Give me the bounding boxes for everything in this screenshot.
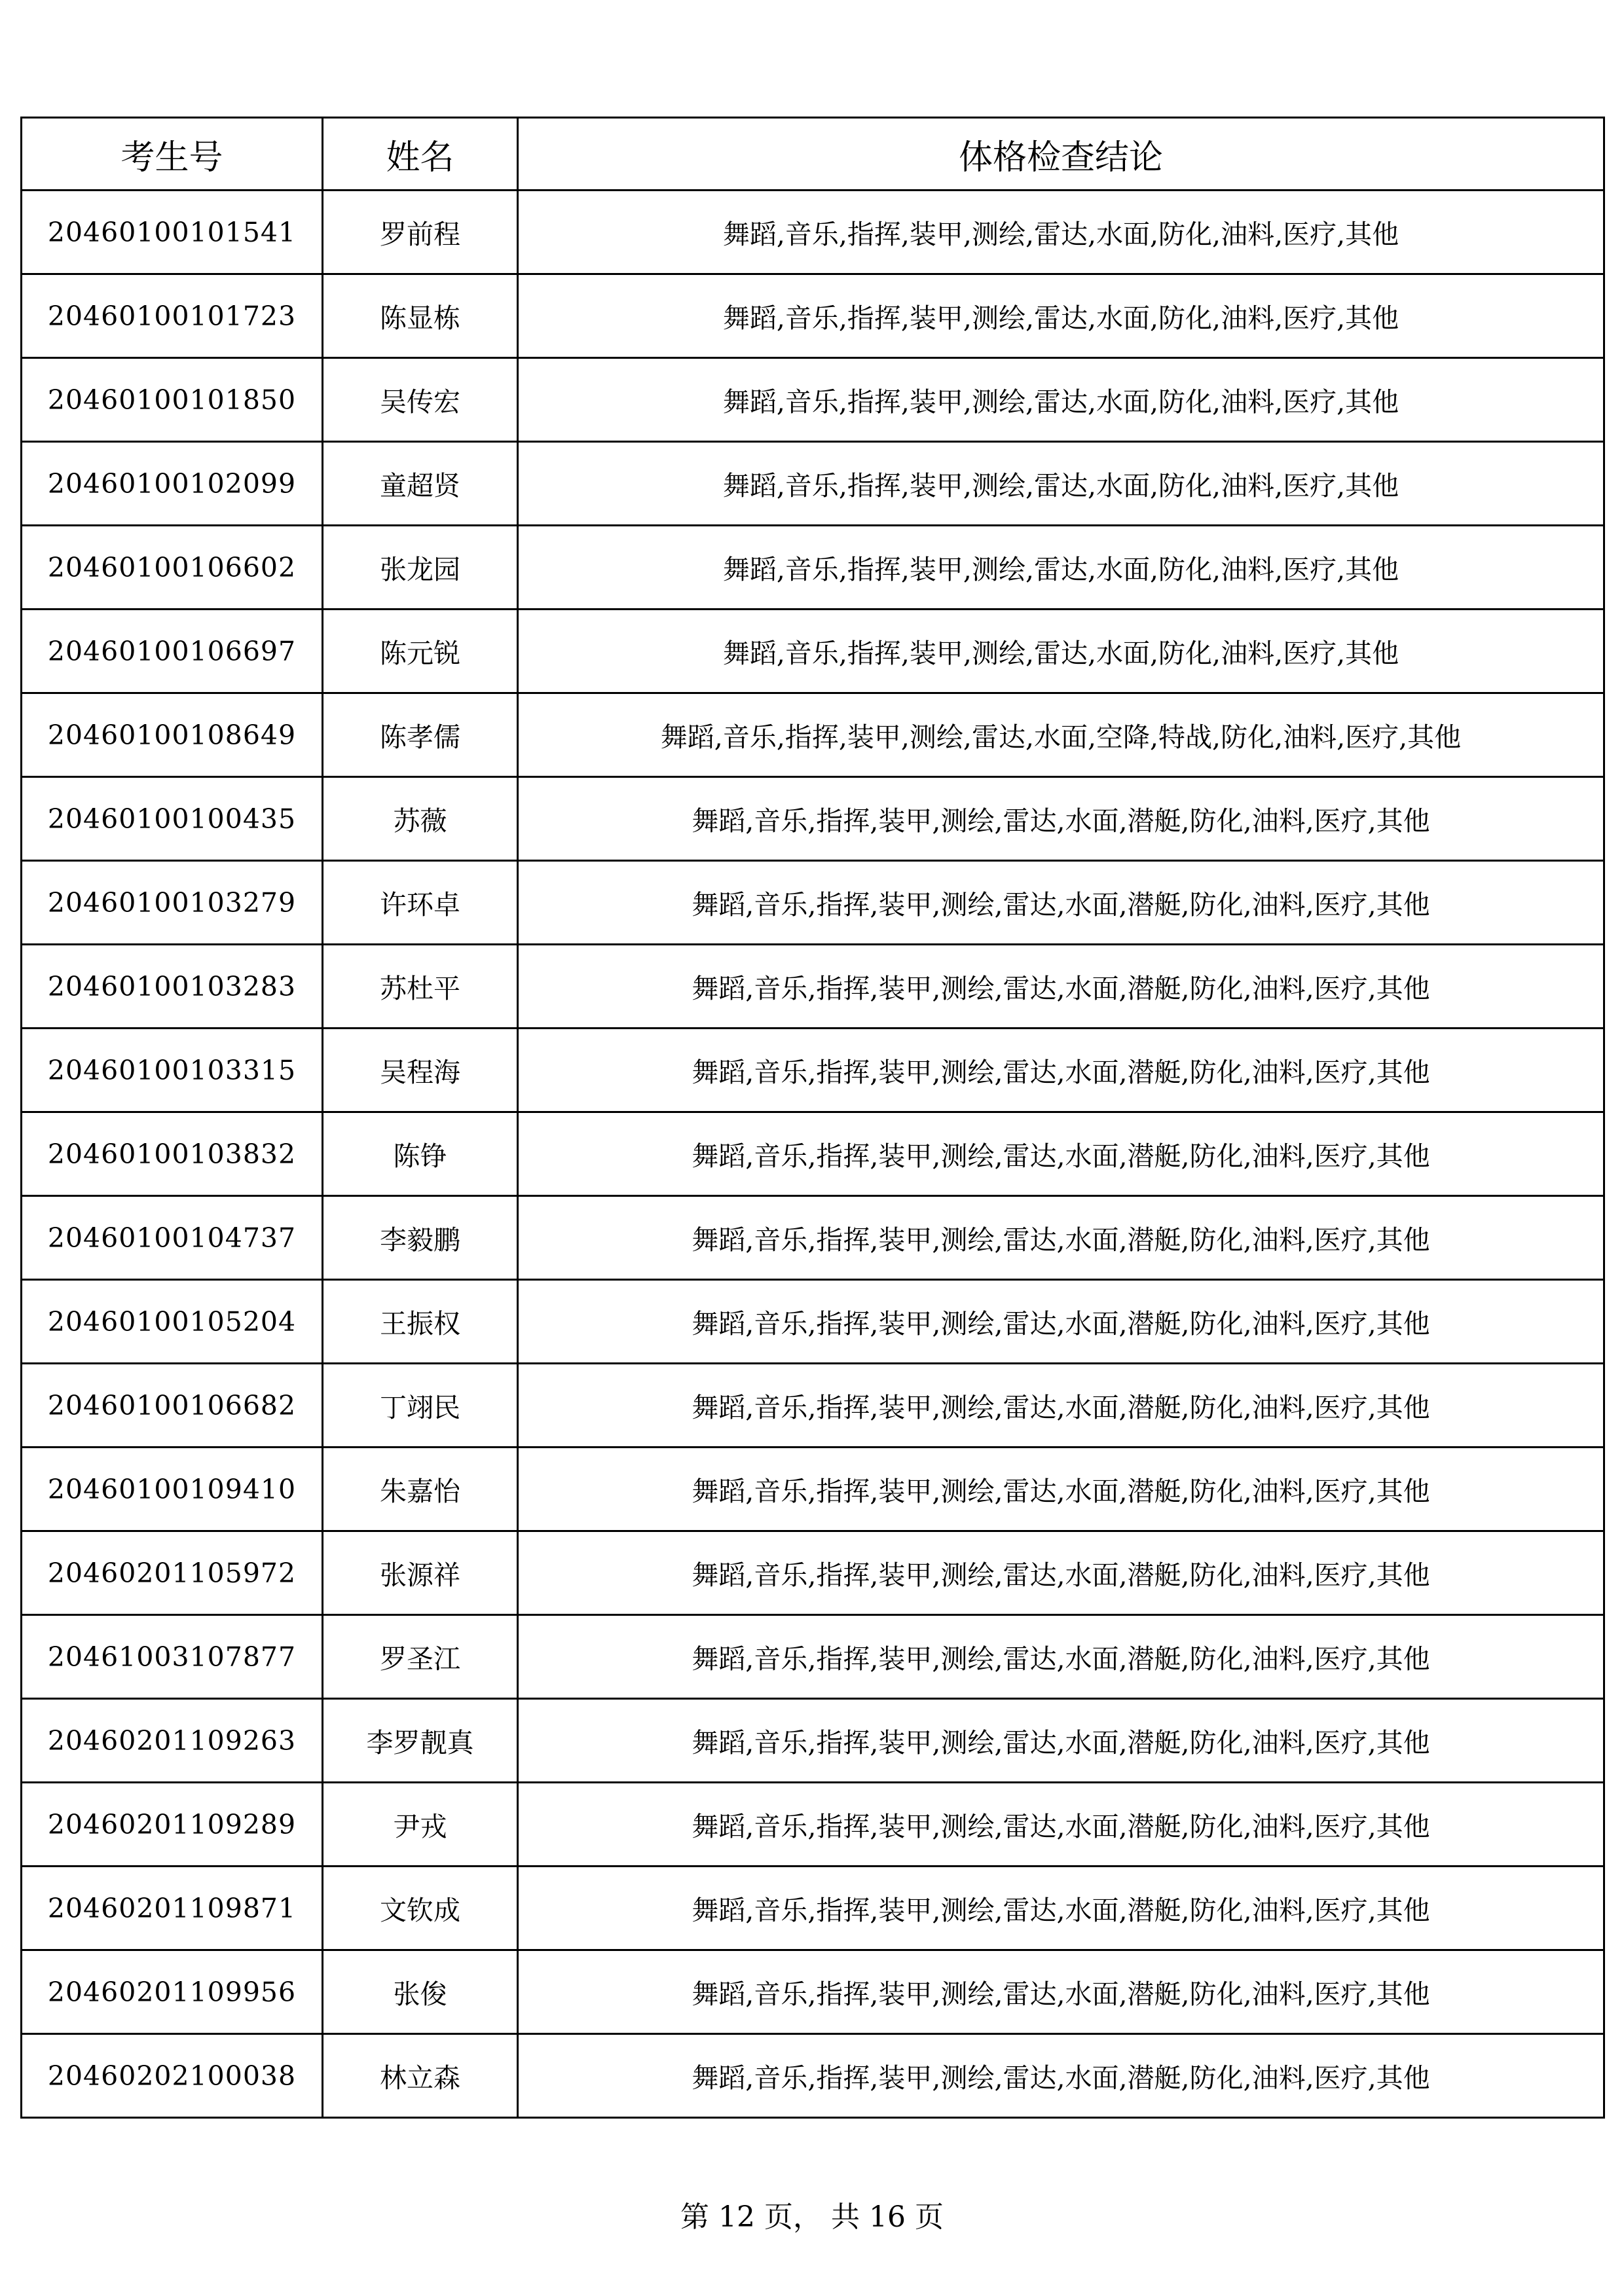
cell-exam-id: 20460100103315 [22, 1029, 323, 1112]
cell-name: 朱嘉怡 [323, 1448, 518, 1531]
table-body [22, 191, 1604, 2118]
cell-exam-id: 20460100103279 [22, 861, 323, 945]
cell-exam-result: 舞蹈,音乐,指挥,装甲,测绘,雷达,水面,潜艇,防化,油料,医疗,其他 [518, 1112, 1604, 1196]
cell-name: 陈显栋 [323, 274, 518, 358]
cell-exam-id: 20460201105972 [22, 1531, 323, 1615]
cell-exam-id: 20460201109956 [22, 1950, 323, 2034]
table-row [22, 1699, 1604, 1783]
cell-exam-id: 20460100101541 [22, 191, 323, 274]
cell-exam-result: 舞蹈,音乐,指挥,装甲,测绘,雷达,水面,潜艇,防化,油料,医疗,其他 [518, 1783, 1604, 1867]
cell-name: 丁翊民 [323, 1364, 518, 1448]
cell-name: 李罗靓真 [323, 1699, 518, 1783]
cell-exam-result: 舞蹈,音乐,指挥,装甲,测绘,雷达,水面,潜艇,防化,油料,医疗,其他 [518, 777, 1604, 861]
cell-exam-id: 20460100106682 [22, 1364, 323, 1448]
cell-exam-id: 20460100109410 [22, 1448, 323, 1531]
cell-exam-id: 20460201109289 [22, 1783, 323, 1867]
cell-exam-result: 舞蹈,音乐,指挥,装甲,测绘,雷达,水面,潜艇,防化,油料,医疗,其他 [518, 1950, 1604, 2034]
cell-exam-id: 20460100104737 [22, 1196, 323, 1280]
table-row [22, 1029, 1604, 1112]
cell-exam-result: 舞蹈,音乐,指挥,装甲,测绘,雷达,水面,潜艇,防化,油料,医疗,其他 [518, 1448, 1604, 1531]
cell-exam-id: 20460100100435 [22, 777, 323, 861]
table-row [22, 1364, 1604, 1448]
cell-exam-result: 舞蹈,音乐,指挥,装甲,测绘,雷达,水面,潜艇,防化,油料,医疗,其他 [518, 1364, 1604, 1448]
table-row [22, 861, 1604, 945]
cell-exam-result: 舞蹈,音乐,指挥,装甲,测绘,雷达,水面,防化,油料,医疗,其他 [518, 274, 1604, 358]
cell-name: 李毅鹏 [323, 1196, 518, 1280]
cell-exam-id: 20460100106602 [22, 526, 323, 610]
cell-name: 张龙园 [323, 526, 518, 610]
table-header-row [22, 118, 1604, 191]
cell-exam-result: 舞蹈,音乐,指挥,装甲,测绘,雷达,水面,防化,油料,医疗,其他 [518, 191, 1604, 274]
cell-exam-id: 20460100108649 [22, 693, 323, 777]
cell-name: 陈元锐 [323, 610, 518, 693]
cell-name: 陈孝儒 [323, 693, 518, 777]
table-row [22, 358, 1604, 442]
cell-exam-id: 20460100101723 [22, 274, 323, 358]
cell-exam-result: 舞蹈,音乐,指挥,装甲,测绘,雷达,水面,潜艇,防化,油料,医疗,其他 [518, 1699, 1604, 1783]
table-row [22, 191, 1604, 274]
cell-exam-id: 20460100101850 [22, 358, 323, 442]
table-row [22, 1196, 1604, 1280]
cell-name: 尹戎 [323, 1783, 518, 1867]
cell-exam-result: 舞蹈,音乐,指挥,装甲,测绘,雷达,水面,防化,油料,医疗,其他 [518, 442, 1604, 526]
cell-name: 张俊 [323, 1950, 518, 2034]
cell-exam-id: 20460100105204 [22, 1280, 323, 1364]
cell-exam-result: 舞蹈,音乐,指挥,装甲,测绘,雷达,水面,空降,特战,防化,油料,医疗,其他 [518, 693, 1604, 777]
table-row [22, 1531, 1604, 1615]
cell-exam-result: 舞蹈,音乐,指挥,装甲,测绘,雷达,水面,潜艇,防化,油料,医疗,其他 [518, 861, 1604, 945]
table-row [22, 610, 1604, 693]
cell-exam-result: 舞蹈,音乐,指挥,装甲,测绘,雷达,水面,潜艇,防化,油料,医疗,其他 [518, 1029, 1604, 1112]
cell-name: 吴程海 [323, 1029, 518, 1112]
cell-name: 王振权 [323, 1280, 518, 1364]
cell-exam-result: 舞蹈,音乐,指挥,装甲,测绘,雷达,水面,潜艇,防化,油料,医疗,其他 [518, 1196, 1604, 1280]
cell-exam-result: 舞蹈,音乐,指挥,装甲,测绘,雷达,水面,防化,油料,医疗,其他 [518, 610, 1604, 693]
exam-results-table [20, 117, 1605, 2119]
cell-exam-result: 舞蹈,音乐,指挥,装甲,测绘,雷达,水面,潜艇,防化,油料,医疗,其他 [518, 1615, 1604, 1699]
cell-exam-result: 舞蹈,音乐,指挥,装甲,测绘,雷达,水面,防化,油料,医疗,其他 [518, 358, 1604, 442]
cell-name: 苏杜平 [323, 945, 518, 1029]
cell-name: 陈铮 [323, 1112, 518, 1196]
cell-exam-result: 舞蹈,音乐,指挥,装甲,测绘,雷达,水面,潜艇,防化,油料,医疗,其他 [518, 1867, 1604, 1950]
table-row [22, 442, 1604, 526]
table-row [22, 274, 1604, 358]
table-row [22, 777, 1604, 861]
cell-exam-result: 舞蹈,音乐,指挥,装甲,测绘,雷达,水面,潜艇,防化,油料,医疗,其他 [518, 1531, 1604, 1615]
cell-name: 吴传宏 [323, 358, 518, 442]
cell-exam-id: 20460100106697 [22, 610, 323, 693]
cell-exam-id: 20461003107877 [22, 1615, 323, 1699]
table-row [22, 1280, 1604, 1364]
cell-exam-result: 舞蹈,音乐,指挥,装甲,测绘,雷达,水面,潜艇,防化,油料,医疗,其他 [518, 2034, 1604, 2118]
cell-exam-id: 20460100102099 [22, 442, 323, 526]
cell-name: 文钦成 [323, 1867, 518, 1950]
header-exam-result: 体格检查结论 [518, 118, 1604, 191]
cell-exam-id: 20460100103283 [22, 945, 323, 1029]
cell-exam-id: 20460201109871 [22, 1867, 323, 1950]
table-row [22, 2034, 1604, 2118]
table-row [22, 693, 1604, 777]
table-row [22, 1448, 1604, 1531]
table-row [22, 1112, 1604, 1196]
header-name: 姓名 [323, 118, 518, 191]
cell-name: 林立森 [323, 2034, 518, 2118]
cell-name: 罗圣江 [323, 1615, 518, 1699]
cell-exam-result: 舞蹈,音乐,指挥,装甲,测绘,雷达,水面,防化,油料,医疗,其他 [518, 526, 1604, 610]
cell-name: 张源祥 [323, 1531, 518, 1615]
cell-exam-result: 舞蹈,音乐,指挥,装甲,测绘,雷达,水面,潜艇,防化,油料,医疗,其他 [518, 1280, 1604, 1364]
page-number-footer: 第 12 页， 共 16 页 [680, 2200, 944, 2234]
cell-name: 苏薇 [323, 777, 518, 861]
header-exam-id: 考生号 [22, 118, 323, 191]
table-row [22, 1783, 1604, 1867]
table-row [22, 1615, 1604, 1699]
cell-exam-result: 舞蹈,音乐,指挥,装甲,测绘,雷达,水面,潜艇,防化,油料,医疗,其他 [518, 945, 1604, 1029]
cell-exam-id: 20460202100038 [22, 2034, 323, 2118]
table-row [22, 1950, 1604, 2034]
cell-name: 许环卓 [323, 861, 518, 945]
cell-exam-id: 20460100103832 [22, 1112, 323, 1196]
cell-exam-id: 20460201109263 [22, 1699, 323, 1783]
cell-name: 罗前程 [323, 191, 518, 274]
cell-name: 童超贤 [323, 442, 518, 526]
table-row [22, 1867, 1604, 1950]
table-row [22, 526, 1604, 610]
table-row [22, 945, 1604, 1029]
